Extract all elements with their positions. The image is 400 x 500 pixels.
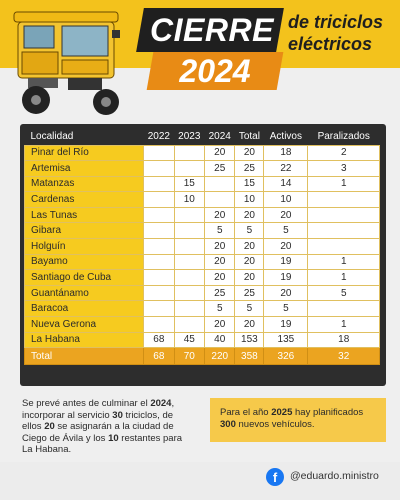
value-cell: [174, 285, 204, 301]
value-cell: [308, 192, 380, 208]
column-header: 2023: [178, 131, 201, 143]
note-bold: 2025: [271, 407, 293, 418]
value-cell: 15: [174, 176, 204, 192]
value-cell: 20: [205, 145, 235, 161]
locality-cell: Pinar del Río: [25, 145, 144, 161]
locality-cell: Total: [25, 348, 144, 365]
value-cell: 20: [205, 207, 235, 223]
value-cell: 19: [264, 254, 308, 270]
locality-cell: Holguín: [25, 239, 144, 255]
locality-cell: Guantánamo: [25, 285, 144, 301]
table-row: [25, 301, 380, 317]
value-cell: 68: [144, 348, 174, 365]
note-text: Se prevé antes de culminar el: [22, 398, 151, 409]
value-cell: [144, 145, 174, 161]
value-cell: 1: [308, 254, 380, 270]
value-cell: [174, 301, 204, 317]
value-cell: 5: [235, 223, 264, 239]
column-header: 2022: [147, 131, 170, 143]
column-header: 2024: [208, 131, 231, 143]
note-bold: 30: [112, 409, 123, 421]
note-text: nuevos vehículos.: [235, 419, 315, 430]
value-cell: 135: [264, 332, 308, 348]
value-cell: 20: [264, 285, 308, 301]
value-cell: 14: [264, 176, 308, 192]
value-cell: [308, 301, 380, 317]
value-cell: 18: [264, 145, 308, 161]
locality-cell: Baracoa: [25, 301, 144, 317]
value-cell: [144, 207, 174, 223]
value-cell: [144, 285, 174, 301]
table-row: [25, 254, 380, 270]
table-row: [25, 239, 380, 255]
value-cell: 25: [205, 161, 235, 177]
facebook-icon[interactable]: f: [266, 468, 284, 486]
locality-cell: Matanzas: [25, 176, 144, 192]
value-cell: 25: [235, 285, 264, 301]
value-cell: [144, 161, 174, 177]
value-cell: [144, 254, 174, 270]
value-cell: [144, 192, 174, 208]
value-cell: 10: [264, 192, 308, 208]
value-cell: 20: [235, 270, 264, 286]
value-cell: 20: [205, 239, 235, 255]
value-cell: [174, 270, 204, 286]
value-cell: [174, 317, 204, 333]
value-cell: 1: [308, 176, 380, 192]
value-cell: 1: [308, 270, 380, 286]
value-cell: 358: [235, 348, 264, 365]
value-cell: 5: [264, 301, 308, 317]
locality-cell: Las Tunas: [25, 207, 144, 223]
table-header-row: [25, 129, 380, 145]
value-cell: 220: [205, 348, 235, 365]
table-row: [25, 207, 380, 223]
note-right: [210, 398, 386, 442]
value-cell: 5: [264, 223, 308, 239]
year-label: 2024: [179, 53, 251, 89]
value-cell: 326: [264, 348, 308, 365]
value-cell: 40: [205, 332, 235, 348]
value-cell: 5: [308, 285, 380, 301]
value-cell: [144, 317, 174, 333]
value-cell: [174, 207, 204, 223]
tricycle-table: [24, 129, 380, 365]
value-cell: [144, 223, 174, 239]
value-cell: 19: [264, 317, 308, 333]
value-cell: 10: [235, 192, 264, 208]
note-text: triciclos, de ellos: [22, 409, 174, 432]
value-cell: 1: [308, 317, 380, 333]
value-cell: [174, 145, 204, 161]
table-row: [25, 332, 380, 348]
value-cell: 20: [235, 254, 264, 270]
locality-cell: La Habana: [25, 332, 144, 348]
table-row: [25, 223, 380, 239]
value-cell: 15: [235, 176, 264, 192]
column-header: Paralizados: [317, 131, 370, 143]
value-cell: 68: [144, 332, 174, 348]
note-bold: 20: [44, 421, 55, 432]
value-cell: [144, 239, 174, 255]
value-cell: 5: [205, 223, 235, 239]
value-cell: 20: [205, 317, 235, 333]
table-row: [25, 192, 380, 208]
value-cell: 20: [205, 270, 235, 286]
value-cell: 22: [264, 161, 308, 177]
table-row: [25, 270, 380, 286]
locality-cell: Gibara: [25, 223, 144, 239]
value-cell: [308, 207, 380, 223]
note-text: restantes para La Habana.: [22, 432, 183, 455]
value-cell: [205, 192, 235, 208]
locality-cell: Santiago de Cuba: [25, 270, 144, 286]
locality-cell: Nueva Gerona: [25, 317, 144, 333]
value-cell: [174, 161, 204, 177]
value-cell: 5: [235, 301, 264, 317]
note-left: [22, 398, 190, 456]
value-cell: 153: [235, 332, 264, 348]
value-cell: [308, 223, 380, 239]
table-row: [25, 176, 380, 192]
social-handle-link[interactable]: @eduardo.ministro: [290, 470, 379, 482]
table-row: [25, 145, 380, 161]
note-text: hay planificados: [292, 407, 364, 418]
value-cell: 45: [174, 332, 204, 348]
note-text: se asignarán a la ciudad de Ciego de Ávila y los: [22, 421, 174, 444]
value-cell: 20: [264, 239, 308, 255]
table-row: [25, 285, 380, 301]
note-text: Para el año: [220, 407, 272, 418]
value-cell: 70: [174, 348, 204, 365]
value-cell: 2: [308, 145, 380, 161]
page-title: CIERRE: [150, 12, 274, 48]
note-text: , incorporar al servicio: [22, 398, 175, 421]
locality-cell: Bayamo: [25, 254, 144, 270]
value-cell: 20: [235, 207, 264, 223]
value-cell: 20: [235, 145, 264, 161]
value-cell: [174, 223, 204, 239]
subtitle-line-1: de triciclos: [288, 12, 384, 32]
electric-tricycle-illustration: [8, 10, 138, 122]
locality-cell: Cardenas: [25, 192, 144, 208]
value-cell: [174, 254, 204, 270]
value-cell: [144, 301, 174, 317]
note-bold: 10: [108, 432, 119, 444]
value-cell: 20: [235, 239, 264, 255]
value-cell: 18: [308, 332, 380, 348]
value-cell: 19: [264, 270, 308, 286]
value-cell: 20: [235, 317, 264, 333]
subtitle-line-2: eléctricos: [288, 34, 373, 54]
value-cell: 25: [205, 285, 235, 301]
value-cell: 3: [308, 161, 380, 177]
column-header: Total: [238, 131, 260, 143]
value-cell: [144, 270, 174, 286]
table-total-row: [25, 348, 380, 365]
note-bold: 2024: [150, 398, 172, 409]
value-cell: 10: [174, 192, 204, 208]
value-cell: 32: [308, 348, 380, 365]
table-row: [25, 317, 380, 333]
column-header: Localidad: [30, 131, 74, 143]
value-cell: [174, 239, 204, 255]
note-bold: 300: [220, 419, 236, 430]
locality-cell: Artemisa: [25, 161, 144, 177]
value-cell: 25: [235, 161, 264, 177]
column-header: Activos: [269, 131, 302, 143]
value-cell: 20: [205, 254, 235, 270]
value-cell: [205, 176, 235, 192]
value-cell: 5: [205, 301, 235, 317]
table-row: [25, 161, 380, 177]
value-cell: 20: [264, 207, 308, 223]
value-cell: [144, 176, 174, 192]
value-cell: [308, 239, 380, 255]
